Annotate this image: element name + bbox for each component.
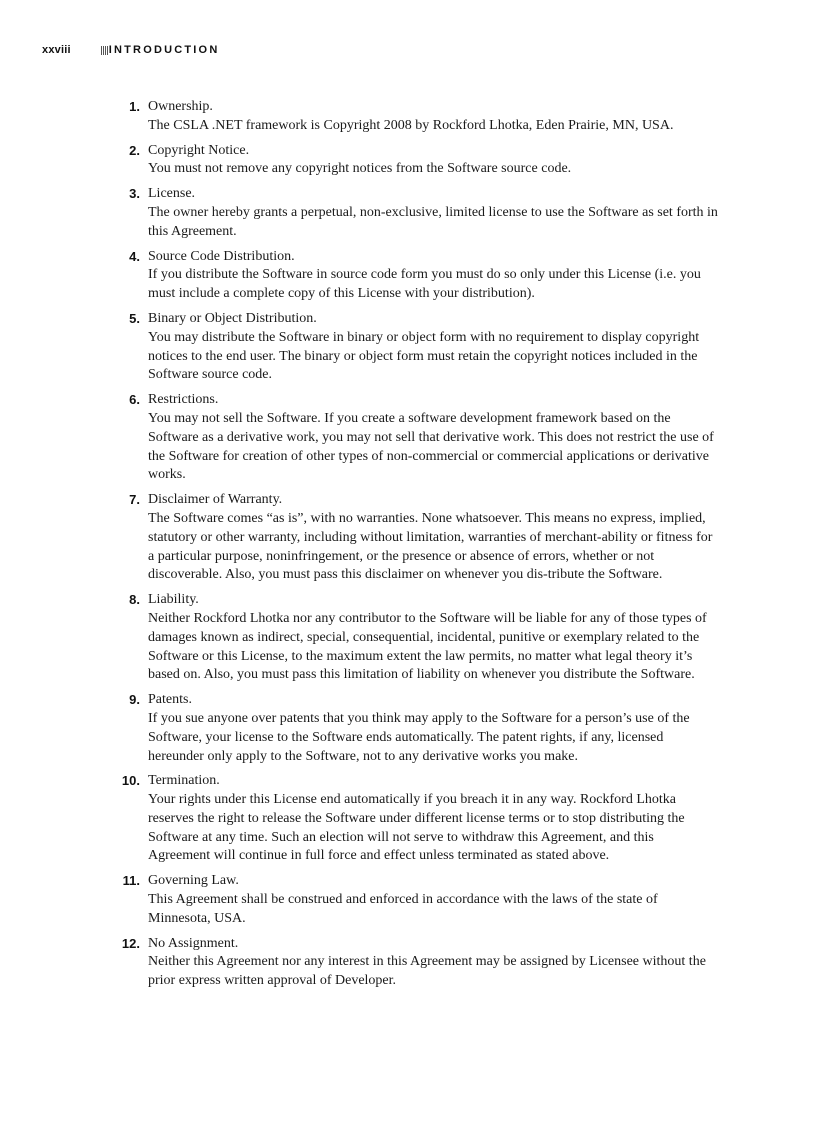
item-text: The owner hereby grants a perpetual, non-exclusive, limited license to use the Software as set forth in this Agreement. [148,204,718,239]
item-text: Neither Rockford Lhotka nor any contributor to the Software will be liable for any of those types of damages known as indirect, special, consequential, incidental, punitive or exemplary related to the Software or this License, to the maximum extent the law permits, no matter what legal theory it’s based on. Also, you must pass this limitation of liability on whenever you distribute the Software. [148,610,707,683]
item-number: 1. [129,99,140,114]
item-number: 6. [129,392,140,408]
item-heading: Patents. [148,692,192,708]
item-body [148,98,718,136]
item-heading: Source Code Distribution. [148,248,295,264]
item-number: 7. [129,492,140,508]
item-text: Your rights under this License end automatically if you breach it in any way. Rockford Lhotka reserves the right to release the Software under different license terms or to stop distributing the Software at any time. Such an election will not serve to withdraw this Agreement, and this Agreement will continue in full force and effect unless terminated as stated above. [148,792,685,864]
item-body [148,248,718,304]
item-body [148,491,718,585]
item-heading: License. [148,186,196,202]
item-body [148,872,718,928]
item-heading: Governing Law. [148,873,239,889]
list-item [108,248,718,304]
license-terms-list [108,98,718,997]
item-number: 9. [129,692,140,708]
item-number: 10. [121,773,140,789]
item-text: You may not sell the Software. If you create a software development framework based on the Software as a derivative work, you may not sell that derivative work. This does not restrict the use of the Software for creation of other types of non-commercial or commercial applications or derivative works. [148,410,714,483]
list-item [108,185,718,241]
list-item [108,935,718,991]
list-item [108,591,718,685]
header-marker-icon [101,46,108,55]
item-body [148,142,718,180]
list-item [108,310,718,385]
item-number: 3. [129,186,140,202]
page-number: xxviii [42,44,71,56]
item-text: If you sue anyone over patents that you think may apply to the Software for a person’s use of the Software, your license to the Software ends automatically. The patent rights, if any, licensed hereunder only apply to the Software, not to any derivative works you make. [148,710,690,764]
item-text: The Software comes “as is”, with no warranties. None whatsoever. This means no express, implied, statutory or other warranty, including without limitation, warranties of merchant-ability or fitness for a particular purpose, noninfringement, or the presence or absence of errors, whether or not discoverable. Also, you must pass this disclaimer on whenever you dis-tribute the Software. [148,510,713,583]
item-body [148,935,718,991]
item-body [148,772,718,866]
item-heading: Termination. [148,773,220,789]
item-number: 8. [129,592,140,608]
item-number: 2. [129,142,140,158]
item-body [148,691,718,766]
item-body [148,591,718,685]
item-text: The CSLA .NET framework is Copyright 2008 by Rockford Lhotka, Eden Prairie, MN, USA. [148,117,674,133]
list-item [108,391,718,485]
item-text: You may distribute the Software in binary or object form with no requirement to display copyright notices to the end user. The binary or object form must retain the copyright notices included in the Software source code. [148,329,700,383]
item-text: Neither this Agreement nor any interest in this Agreement may be assigned by Licensee without the prior express written approval of Developer. [148,954,706,989]
item-text: This Agreement shall be construed and enforced in accordance with the laws of the state of Minnesota, USA. [148,892,658,926]
item-heading: Binary or Object Distribution. [148,310,317,326]
list-item [108,98,718,136]
page-header [42,43,219,57]
list-item [108,872,718,928]
item-body [148,185,718,241]
item-number: 4. [129,248,140,264]
item-heading: No Assignment. [148,935,239,951]
item-heading: Copyright Notice. [148,142,250,158]
item-body [148,391,718,485]
item-text: You must not remove any copyright notices from the Software source code. [148,161,572,177]
list-item [108,772,718,866]
list-item [108,142,718,180]
item-heading: Liability. [148,592,199,608]
item-heading: Ownership. [148,99,213,114]
item-number: 12. [121,935,140,951]
list-item [108,691,718,766]
item-heading: Disclaimer of Warranty. [148,492,283,508]
item-text: If you distribute the Software in source code form you must do so only under this License (i.e. you must include a complete copy of this License with your distribution). [148,267,701,302]
item-number: 5. [129,310,140,326]
item-body [148,310,718,385]
list-item [108,491,718,585]
item-heading: Restrictions. [148,392,219,408]
item-number: 11. [122,873,140,889]
section-title: INTRODUCTION [108,44,220,56]
